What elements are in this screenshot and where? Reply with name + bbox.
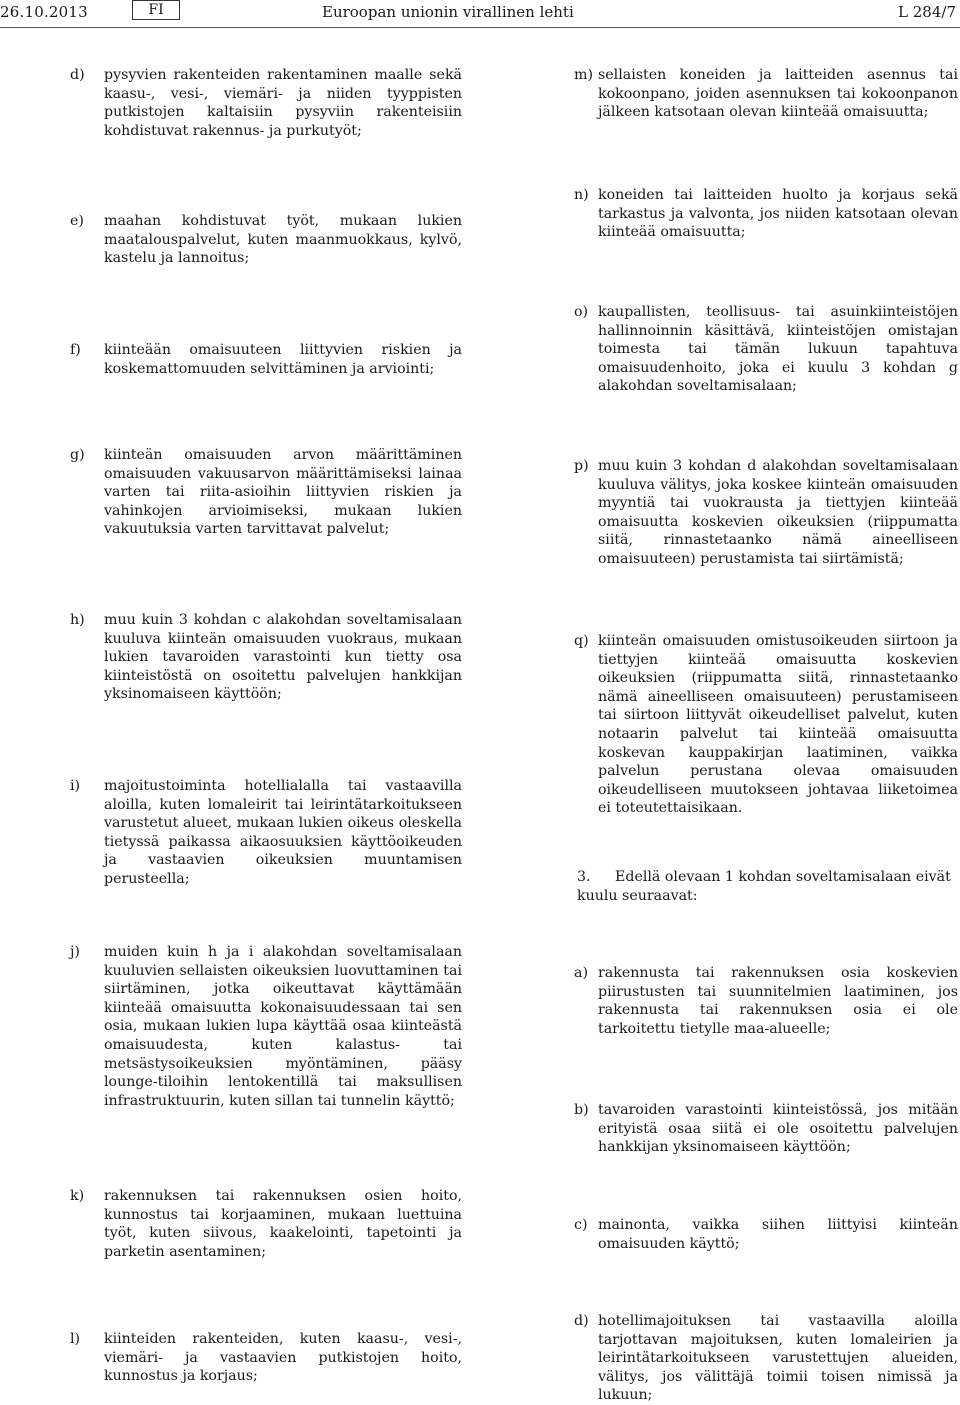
item-text: maahan kohdistuvat työt, mukaan lukien maatalouspalvelut, kuten maanmuokkaus, kylvö, kastelu ja lannoitus; bbox=[104, 213, 462, 267]
item-text: rakennusta tai rakennuksen osia koskevien piirustusten tai suunnitelmien laatiminen, jos rakennusta tai rakennuksen osia ei ole tarkoitettu tietylle maa-alueelle; bbox=[598, 965, 958, 1037]
item-text: muiden kuin h ja i alakohdan soveltamisalaan kuuluvien sellaisten oikeuksien luovuttaminen tai siirtäminen, jotka oikeuttavat käyttämään kiinteää omaisuutta kokonaisuudessaan tai sen osia, mukaan lukien lupa käyttää osaa kiinteästä omaisuudesta, kuten kalastus- tai metsästysoikeuksien myöntäminen, pääsy lounge-tiloihin lentokentillä tai maksullisen infrastruktuurin, kuten sillan tai tunnelin käyttö; bbox=[104, 944, 462, 1109]
item-label: p) bbox=[574, 458, 589, 474]
header-divider bbox=[0, 27, 960, 28]
item-text: rakennuksen tai rakennuksen osien hoito, kunnostus tai korjaaminen, mukaan luettuina työt, kuten siivous, kaakelointi, tapetointi ja parketin asentaminen; bbox=[104, 1188, 462, 1260]
item-text: kiinteän omaisuuden omistusoikeuden siirtoon ja tiettyjen kiinteää omaisuutta koskevien oikeuksien (riippumatta siitä, rinnastetaanko nämä aineelliseen omaisuuteen) perustamiseen tai siirtoon liittyvät oikeudelliset palvelut, kuten notaarin palvelut tai kiinteää omaisuutta koskevan kauppakirjan laatiminen, vaikka palvelun perustana olevaa omaisuuden oikeudelliseen muutokseen johtavaa liiketoimea ei toteutettaisikaan. bbox=[598, 633, 958, 817]
item-text: muu kuin 3 kohdan c alakohdan soveltamisalaan kuuluva kiinteän omaisuuden vuokraus, mukaan lukien tavaroiden varastointi kun tietty osa kiinteistöstä on osoitettu palvelujen hankkijan yksinomaiseen käyttöön; bbox=[104, 612, 462, 703]
item-label: a) bbox=[574, 965, 588, 981]
item-label: h) bbox=[70, 612, 85, 628]
page-reference: L 284/7 bbox=[898, 3, 956, 21]
item-label: f) bbox=[70, 342, 81, 358]
item-label: d) bbox=[574, 1313, 589, 1329]
item-label: o) bbox=[574, 304, 589, 320]
item-text: kaupallisten, teollisuus- tai asuinkiinteistöjen hallinnoinnin käsittävä, kiinteistöjen omistajan toimesta tai tämän lukuun tapahtuva omaisuudenhoito, joka ei kuulu 3 kohdan g alakohdan soveltamisalaan; bbox=[598, 304, 958, 395]
publication-date: 26.10.2013 bbox=[0, 3, 88, 21]
item-text: pysyvien rakenteiden rakentaminen maalle sekä kaasu-, vesi-, viemäri- ja niiden tyyppisten putkistojen kaltaisiin pysyviin rakenteisiin kohdistuvat rakennus- ja purkutyöt; bbox=[104, 67, 462, 139]
item-label: i) bbox=[70, 778, 81, 794]
item-text: tavaroiden varastointi kiinteistössä, jos mitään erityistä osaa siitä ei ole osoitettu palvelujen hankkijan yksinomaiseen käyttöön; bbox=[598, 1102, 958, 1156]
item-text: hotellimajoituksen tai vastaavilla aloilla tarjottavan majoituksen, kuten lomaleirien ja leirintätarkoitukseen varustettujen alueiden, välitys, jos välittäjä toimii toisen nimissä ja lukuun; bbox=[598, 1313, 958, 1404]
item-label: n) bbox=[574, 187, 589, 203]
item-label: q) bbox=[574, 633, 589, 649]
item-label: m) bbox=[574, 67, 593, 83]
item-text: koneiden tai laitteiden huolto ja korjaus sekä tarkastus ja valvonta, jos niiden katsotaan olevan kiinteää omaisuutta; bbox=[598, 187, 958, 241]
item-label: l) bbox=[70, 1331, 81, 1347]
item-label: j) bbox=[70, 944, 80, 960]
item-label: k) bbox=[70, 1188, 85, 1204]
item-label: e) bbox=[70, 213, 84, 229]
item-label: d) bbox=[70, 67, 85, 83]
paragraph-text: Edellä olevaan 1 kohdan soveltamisalaan eivät kuulu seuraavat: bbox=[577, 869, 951, 904]
item-text: kiinteiden rakenteiden, kuten kaasu-, vesi-, viemäri- ja vastaavien putkistojen hoito, kunnostus ja korjaus; bbox=[104, 1331, 462, 1385]
item-text: kiinteän omaisuuden arvon määrittäminen omaisuuden vakuusarvon määrittämiseksi lainaa varten tai riita-asioihin liittyvien riskien ja vahinkojen arvioimiseksi, mukaan lukien vakuutuksia varten tarvittavat palvelut; bbox=[104, 447, 462, 538]
paragraph-3 bbox=[577, 868, 957, 905]
item-label: b) bbox=[574, 1102, 589, 1118]
journal-title: Euroopan unionin virallinen lehti bbox=[322, 3, 574, 21]
item-label: g) bbox=[70, 447, 85, 463]
item-text: muu kuin 3 kohdan d alakohdan soveltamisalaan kuuluva välitys, joka koskee kiinteän omaisuuden myyntiä tai vuokrausta ja tiettyjen kiinteää omaisuutta koskevien oikeuksien (riippumatta siitä, rinnastetaanko nämä aineelliseen omaisuuteen) perustamista tai siirtämistä; bbox=[598, 458, 958, 567]
item-text: kiinteään omaisuuteen liittyvien riskien ja koskemattomuuden selvittäminen ja arviointi; bbox=[104, 342, 462, 377]
page-header bbox=[0, 0, 960, 26]
item-text: sellaisten koneiden ja laitteiden asennus tai kokoonpano, joiden asennuksen tai kokoonpanon jälkeen katsotaan olevan kiinteää omaisuutta; bbox=[598, 67, 958, 121]
language-badge: FI bbox=[132, 0, 180, 20]
item-text: majoitustoiminta hotellialalla tai vastaavilla aloilla, kuten lomaleirit tai leirintätarkoitukseen varustetut alueet, mukaan lukien oikeus oleskella tietyssä paikassa aikaosuuksien käyttöoikeuden ja vastaavien oikeuksien muuntamisen perusteella; bbox=[104, 778, 462, 887]
item-label: c) bbox=[574, 1217, 588, 1233]
item-text: mainonta, vaikka siihen liittyisi kiinteän omaisuuden käyttö; bbox=[598, 1217, 958, 1252]
paragraph-number: 3. bbox=[577, 869, 591, 885]
